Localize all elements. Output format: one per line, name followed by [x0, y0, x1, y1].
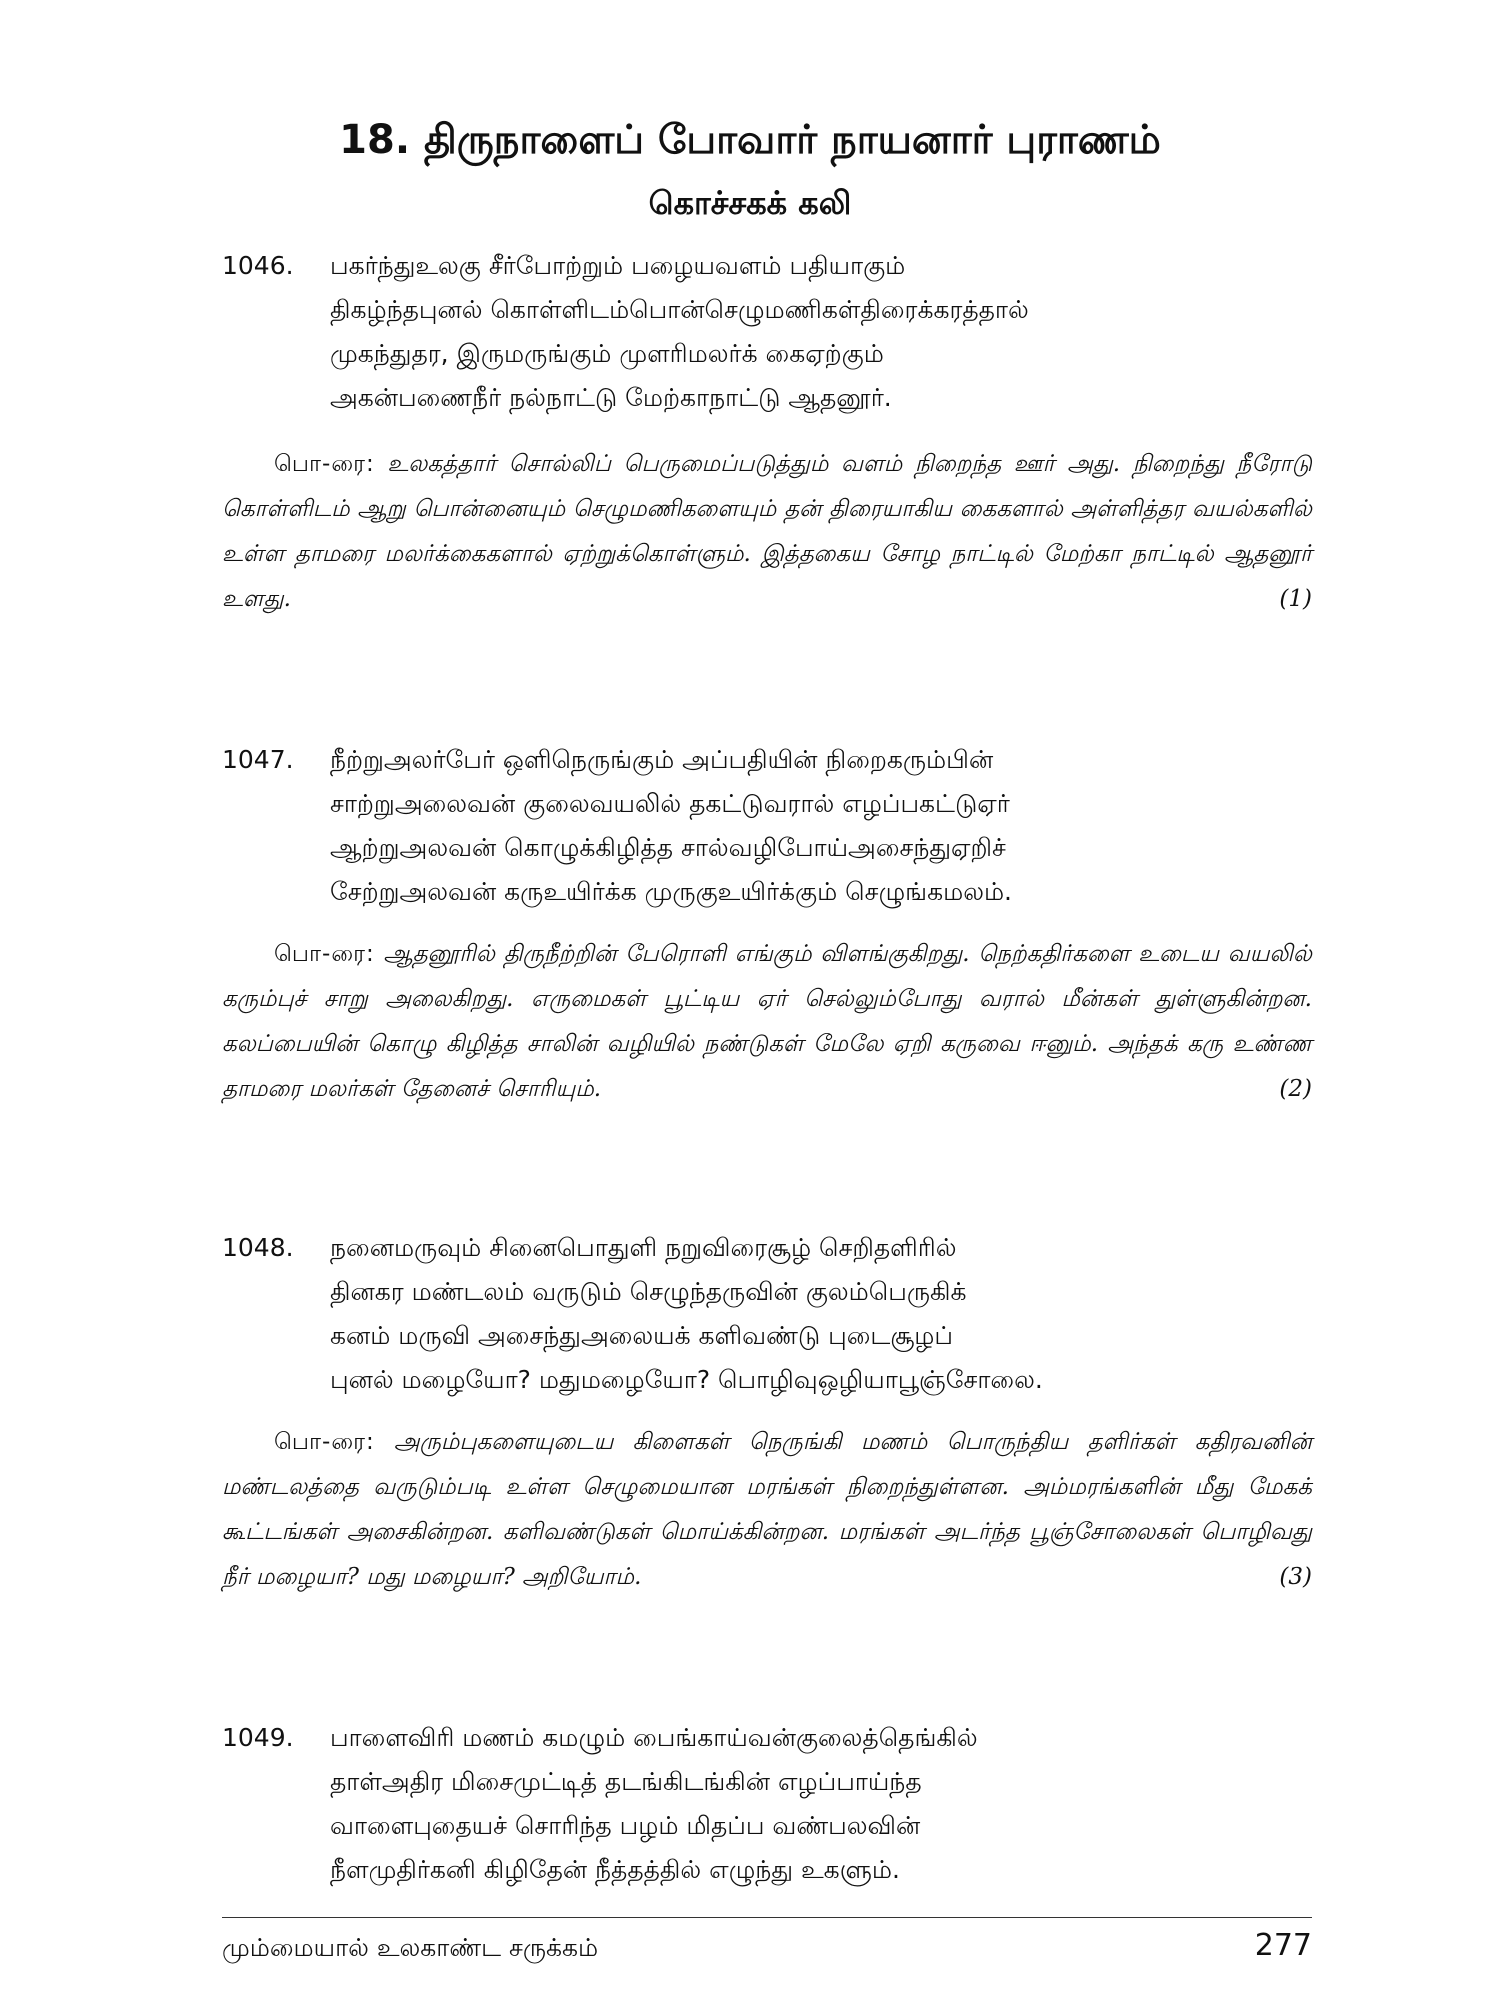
- verse-reference: (2): [1279, 1076, 1312, 1102]
- verse-line: நீளமுதிர்கனி கிழிதேன் நீத்தத்தில் எழுந்து உகளும்.: [330, 1855, 900, 1884]
- verse-line: அகன்பணைநீர் நல்நாட்டு மேற்காநாட்டு ஆதனூர்.: [330, 383, 892, 412]
- verse-line: சேற்றுஅலவன் கருஉயிர்க்க முருகுஉயிர்க்கும் செழுங்கமலம்.: [330, 877, 1013, 906]
- meter-subtitle: கொச்சகக் கலி: [648, 184, 852, 222]
- commentary-paragraph: [222, 1420, 1312, 1600]
- verse-line: புனல் மழையோ? மதுமழையோ? பொழிவுஒழியாபூஞ்சோலை.: [330, 1365, 1043, 1394]
- verse-block: [222, 1716, 1332, 1892]
- verse-line: முகந்துதர, இருமருங்கும் முளரிமலர்க் கைஏற்கும்: [330, 339, 884, 368]
- verse-line: சாற்றுஅலைவன் குலைவயலில் தகட்டுவரால் எழப்பகட்டுஏர்: [330, 789, 1010, 818]
- verse-block: [222, 244, 1332, 420]
- verse-number: 1046.: [222, 251, 294, 280]
- verse-line: ஆற்றுஅலவன் கொழுக்கிழித்த சால்வழிபோய்அசைந்துஏறிச்: [330, 833, 1006, 862]
- footer-section-title: மும்மையால் உலகாண்ட சருக்கம்: [222, 1933, 599, 1962]
- verse-block: [222, 1226, 1332, 1402]
- page-number: 277: [1254, 1928, 1312, 1963]
- commentary-text: உலகத்தார் சொல்லிப் பெருமைப்படுத்தும் வளம் நிறைந்த ஊர் அது. நிறைந்து நீரோடு கொள்ளிடம் ஆறு பொன்னையும் செழுமணிகளையும் தன் திரையாகிய கைகளால் அள்ளித்தர வயல்களில் உள்ள தாமரை மலர்க்கைகளால் ஏற்றுக்கொள்ளும். இத்தகைய சோழ நாட்டில் மேற்கா நாட்டில் ஆதனூர் உளது.: [222, 451, 1312, 612]
- verse-line: நீற்றுஅலர்பேர் ஒளிநெருங்கும் அப்பதியின் நிறைகரும்பின்: [330, 745, 994, 774]
- verse-line: திகழ்ந்தபுனல் கொள்ளிடம்பொன்செழுமணிகள்திரைக்கரத்தால்: [330, 295, 1029, 324]
- verse-line: தினகர மண்டலம் வருடும் செழுந்தருவின் குலம்பெருகிக்: [330, 1277, 967, 1306]
- verse-line: தாள்அதிர மிசைமுட்டித் தடங்கிடங்கின் எழப்பாய்ந்த: [330, 1767, 922, 1796]
- commentary-label: பொ-ரை:: [274, 1429, 375, 1455]
- footer-divider: [222, 1917, 1312, 1918]
- verse-line: பாளைவிரி மணம் கமழும் பைங்காய்வன்குலைத்தெங்கில்: [330, 1723, 978, 1752]
- verse-line: வாளைபுதையச் சொரிந்த பழம் மிதப்ப வண்பலவின்: [330, 1811, 921, 1840]
- commentary-paragraph: [222, 932, 1312, 1112]
- verse-line: நனைமருவும் சினைபொதுளி நறுவிரைசூழ் செறிதளிரில்: [330, 1233, 957, 1262]
- commentary-label: பொ-ரை:: [274, 941, 375, 967]
- commentary-text: அரும்புகளையுடைய கிளைகள் நெருங்கி மணம் பொருந்திய தளிர்கள் கதிரவனின் மண்டலத்தை வருடும்படி உள்ள செழுமையான மரங்கள் நிறைந்துள்ளன. அம்மரங்களின் மீது மேகக் கூட்டங்கள் அசைகின்றன. களிவண்டுகள் மொய்க்கின்றன. மரங்கள் அடர்ந்த பூஞ்சோலைகள் பொழிவது நீர் மழையா? மது மழையா? அறியோம்.: [222, 1429, 1313, 1590]
- verse-number: 1048.: [222, 1233, 294, 1262]
- verse-line: பகர்ந்துஉலகு சீர்போற்றும் பழையவளம் பதியாகும்: [330, 251, 906, 280]
- verse-number: 1047.: [222, 745, 294, 774]
- verse-line: கனம் மருவி அசைந்துஅலையக் களிவண்டு புடைசூழப்: [330, 1321, 953, 1350]
- verse-block: [222, 738, 1332, 914]
- commentary-paragraph: [222, 442, 1312, 622]
- verse-reference: (1): [1279, 586, 1312, 612]
- commentary-label: பொ-ரை:: [274, 451, 375, 477]
- commentary-text: ஆதனூரில் திருநீற்றின் பேரொளி எங்கும் விளங்குகிறது. நெற்கதிர்களை உடைய வயலில் கரும்புச் சாறு அலைகிறது. எருமைகள் பூட்டிய ஏர் செல்லும்போது வரால் மீன்கள் துள்ளுகின்றன. கலப்பையின் கொழு கிழித்த சாலின் வழியில் நண்டுகள் மேலே ஏறி கருவை ஈனும். அந்தக் கரு உண்ண தாமரை மலர்கள் தேனைச் சொரியும்.: [222, 941, 1312, 1102]
- verse-number: 1049.: [222, 1723, 294, 1752]
- chapter-title: 18. திருநாளைப் போவார் நாயனார் புராணம்: [339, 117, 1161, 163]
- verse-reference: (3): [1279, 1564, 1312, 1590]
